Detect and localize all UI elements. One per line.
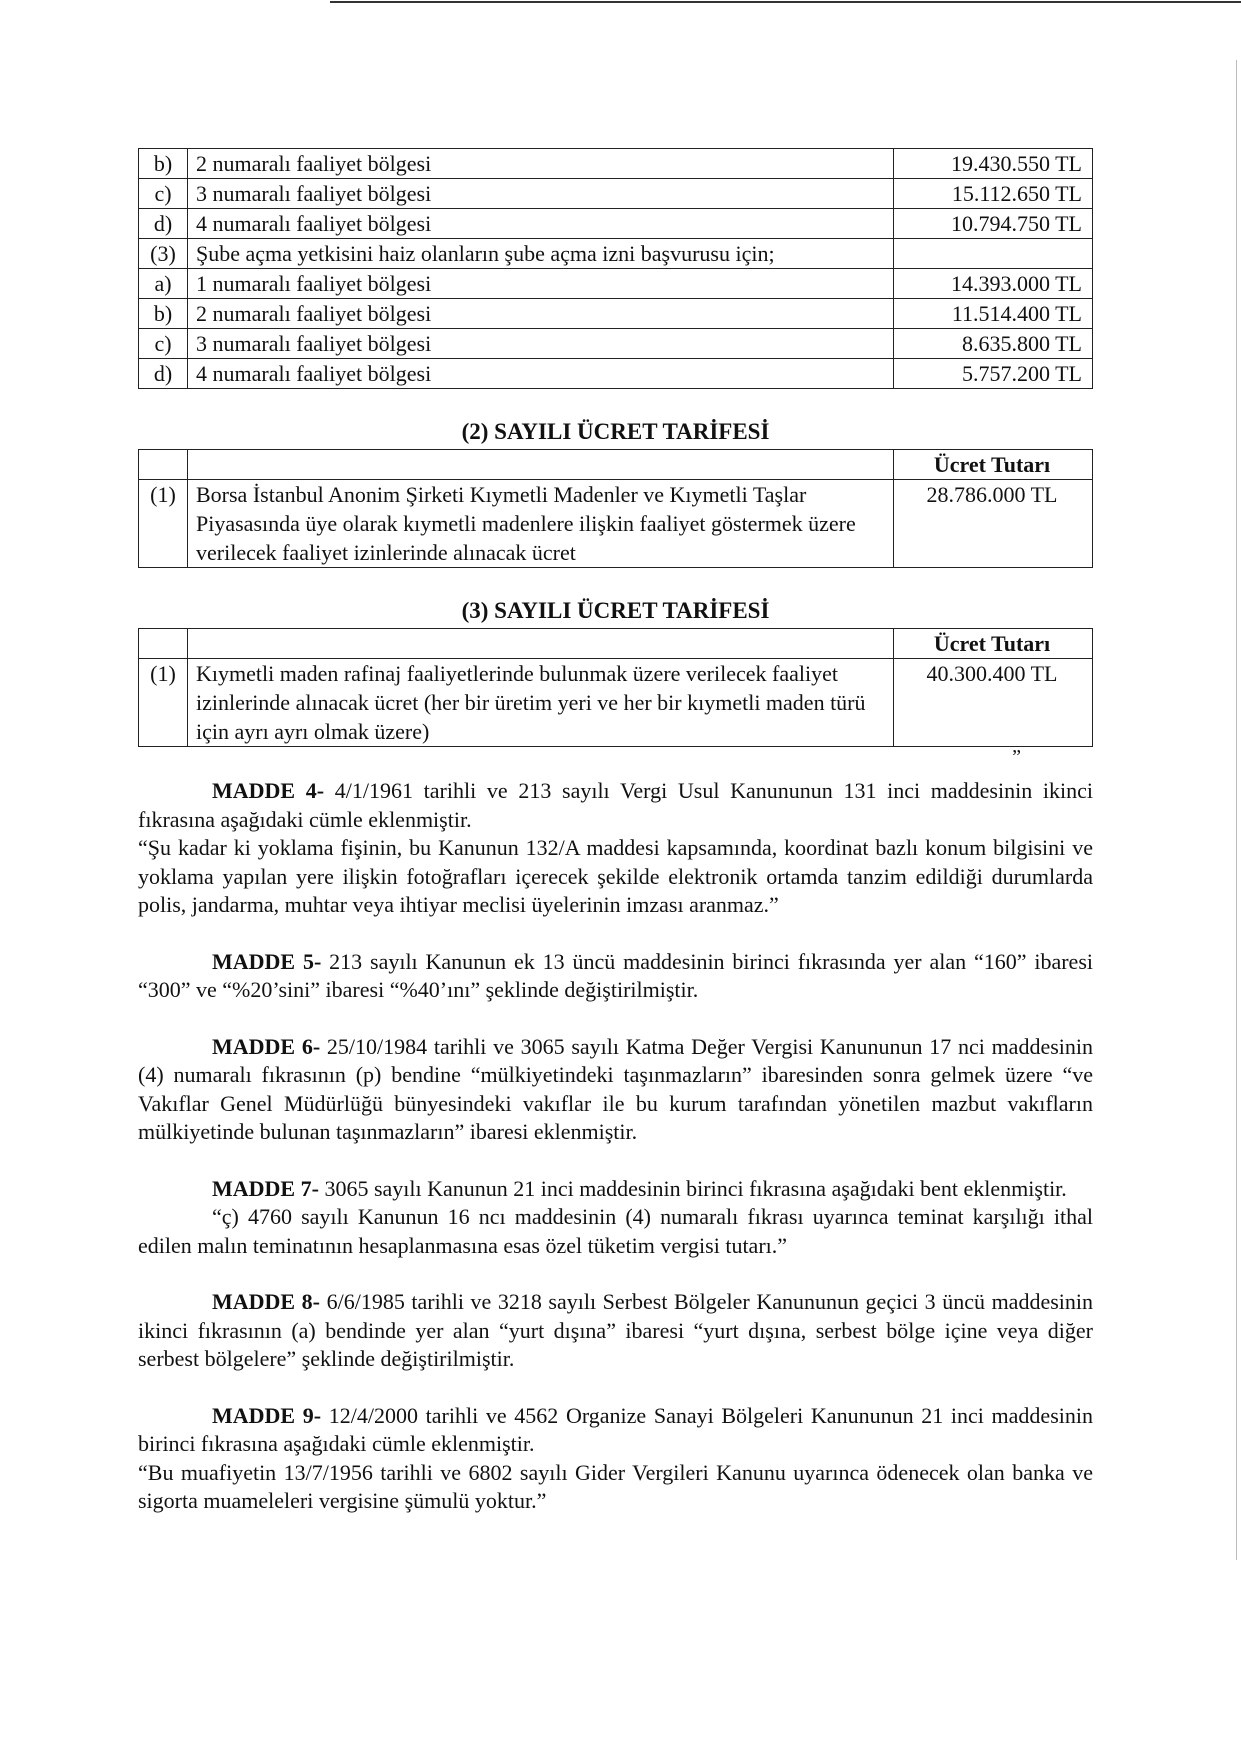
closing-quote: ” [1012, 746, 1021, 768]
tariff-2-title: (2) SAYILI ÜCRET TARİFESİ [461, 419, 770, 444]
item-amount: 14.393.000 TL [894, 269, 1093, 299]
article-paragraph [138, 1033, 1093, 1147]
article-text: 4/1/1961 tarihli ve 213 sayılı Vergi Usul Kanununun 131 inci maddesinin ikinci fıkrasına aşağıdaki cümle eklenmiştir. [138, 778, 1093, 832]
table-row [139, 659, 1093, 747]
article-paragraph [138, 777, 1093, 834]
document-content [138, 148, 1093, 1516]
item-description: 3 numaralı faaliyet bölgesi [188, 179, 894, 209]
item-description: 1 numaralı faaliyet bölgesi [188, 269, 894, 299]
item-description: 2 numaralı faaliyet bölgesi [188, 149, 894, 179]
fee-table-3-header [139, 629, 1093, 659]
article-text: 25/10/1984 tarihli ve 3065 sayılı Katma Değer Vergisi Kanununun 17 nci maddesinin (4) numaralı fıkrasının (p) bendine “mülkiyetindeki taşınmazların” ibaresinden sonra gelmek üzere “ve Vakıflar Genel Müdürlüğü bünyesindeki vakıflar ile bu kurum tarafından yönetilen mazbut vakıfların mülkiyetinde bulunan taşınmazların” ibaresi eklenmiştir. [138, 1033, 1093, 1144]
item-number: b) [139, 299, 188, 329]
table-row [139, 269, 1093, 299]
item-number: (1) [139, 659, 188, 747]
item-description: Borsa İstanbul Anonim Şirketi Kıymetli Madenler ve Kıymetli Taşlar Piyasasında üye olarak kıymetli madenlere ilişkin faaliyet göstermek üzere verilecek faaliyet izinlerinde alınacak ücret [188, 480, 894, 568]
fee-table-1 [138, 148, 1093, 389]
article-text: 3065 sayılı Kanunun 21 inci maddesinin birinci fıkrasına aşağıdaki bent eklenmiştir. [318, 1175, 1067, 1201]
item-amount: 10.794.750 TL [894, 209, 1093, 239]
fee-table-3 [138, 628, 1093, 747]
article-label: MADDE 4- [212, 778, 325, 803]
item-description: 4 numaralı faaliyet bölgesi [188, 359, 894, 389]
item-number: a) [139, 269, 188, 299]
fee-amount-header: Ücret Tutarı [894, 629, 1093, 659]
article-text: 6/6/1985 tarihli ve 3218 sayılı Serbest Bölgeler Kanununun geçici 3 üncü maddesinin ikinci fıkrasının (a) bendinde yer alan “yurt dışına” ibaresi “yurt dışına, serbest bölge içine veya diğer serbest bölgelere” şeklinde değiştirilmiştir. [138, 1289, 1093, 1371]
table-row [139, 299, 1093, 329]
item-description: Kıymetli maden rafinaj faaliyetlerinde bulunmak üzere verilecek faaliyet izinlerinde alınacak ücret (her bir üretim yeri ve her bir kıymetli maden türü için ayrı ayrı olmak üzere) [188, 659, 894, 747]
article-label: MADDE 6- [212, 1033, 321, 1059]
table-row [139, 179, 1093, 209]
item-amount: 19.430.550 TL [894, 149, 1093, 179]
table-row [139, 480, 1093, 568]
page-edge-right [1236, 60, 1237, 1560]
table-row [139, 329, 1093, 359]
articles [138, 777, 1093, 1516]
item-number: c) [139, 179, 188, 209]
tariff-3-title: (3) SAYILI ÜCRET TARİFESİ [461, 598, 770, 623]
item-description: Şube açma yetkisini haiz olanların şube açma izni başvurusu için; [188, 239, 894, 269]
item-amount: 15.112.650 TL [894, 179, 1093, 209]
table-row [139, 359, 1093, 389]
article-paragraph [138, 948, 1093, 1005]
article-paragraph [138, 1175, 1093, 1204]
item-number: b) [139, 149, 188, 179]
item-number: d) [139, 209, 188, 239]
article-paragraph [138, 1402, 1093, 1459]
item-description: 3 numaralı faaliyet bölgesi [188, 329, 894, 359]
article-paragraph [138, 1288, 1093, 1374]
item-amount [894, 239, 1093, 269]
item-description: 4 numaralı faaliyet bölgesi [188, 209, 894, 239]
item-number: (1) [139, 480, 188, 568]
article-text: 213 sayılı Kanunun ek 13 üncü maddesinin birinci fıkrasında yer alan “160” ibaresi “300” ve “%20’sini” ibaresi “%40’ını” şeklinde değiştirilmiştir. [138, 948, 1093, 1002]
fee-amount-header: Ücret Tutarı [894, 450, 1093, 480]
article-label: MADDE 9- [212, 1402, 322, 1428]
item-description: 2 numaralı faaliyet bölgesi [188, 299, 894, 329]
table-row [139, 149, 1093, 179]
item-amount: 11.514.400 TL [894, 299, 1093, 329]
page-edge-top [330, 1, 1241, 3]
table-row [139, 209, 1093, 239]
item-amount: 40.300.400 TL [894, 659, 1093, 747]
item-number: d) [139, 359, 188, 389]
article-quote: “Şu kadar ki yoklama fişinin, bu Kanunun 132/A maddesi kapsamında, koordinat bazlı konum bilgisini ve yoklama yapılan yere ilişkin fotoğrafları içerecek şekilde elektronik ortamda tanzim edildiği durumlarda polis, jandarma, muhtar veya ihtiyar meclisi üyelerinin imzası aranmaz.” [138, 835, 1093, 917]
item-number: (3) [139, 239, 188, 269]
article-quote: “ç) 4760 sayılı Kanunun 16 ncı maddesinin (4) numaralı fıkrası uyarınca teminat karşılığı ithal edilen malın teminatının hesaplanmasına esas özel tüketim vergisi tutarı.” [138, 1204, 1093, 1258]
item-amount: 8.635.800 TL [894, 329, 1093, 359]
fee-table-2 [138, 449, 1093, 568]
item-amount: 28.786.000 TL [894, 480, 1093, 568]
table-row [139, 239, 1093, 269]
article-text: 12/4/2000 tarihli ve 4562 Organize Sanayi Bölgeleri Kanununun 21 inci maddesinin birinci fıkrasına aşağıdaki cümle eklenmiştir. [138, 1402, 1093, 1456]
item-number: c) [139, 329, 188, 359]
item-amount: 5.757.200 TL [894, 359, 1093, 389]
article-quote: “Bu muafiyetin 13/7/1956 tarihli ve 6802 sayılı Gider Vergileri Kanunu uyarınca ödenecek olan banka ve sigorta muameleleri vergisine şümulü yoktur.” [138, 1459, 1093, 1513]
article-label: MADDE 7- [212, 1175, 319, 1201]
article-label: MADDE 8- [212, 1289, 321, 1314]
fee-table-2-header [139, 450, 1093, 480]
article-label: MADDE 5- [212, 948, 322, 974]
